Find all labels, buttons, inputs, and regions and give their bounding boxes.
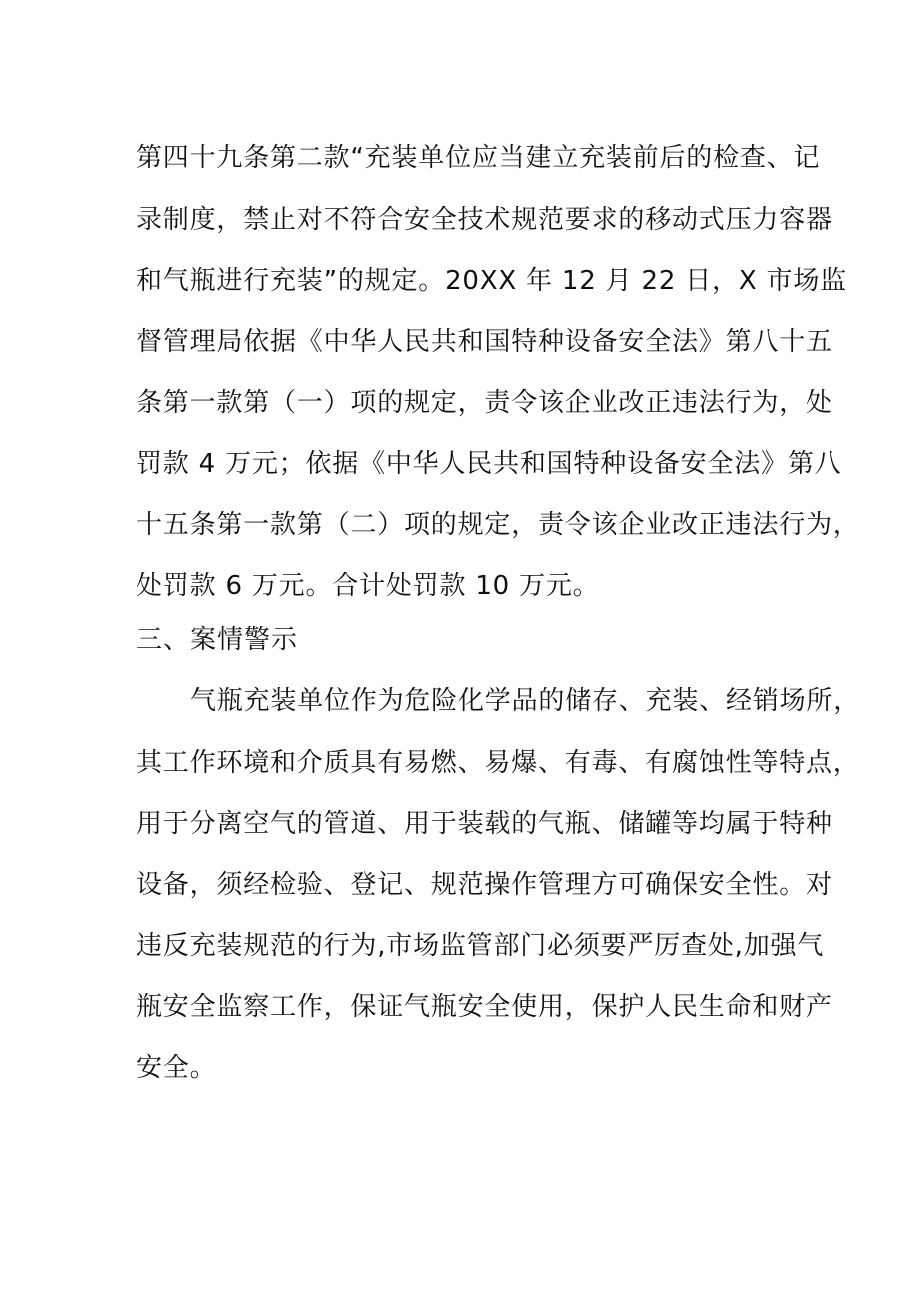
paragraph-line: 瓶安全监察工作，保证气瓶安全使用，保护人民生命和财产 [136,992,833,1022]
paragraph-line: 安全。 [136,1053,217,1083]
paragraph-line: 十五条第一款第（二）项的规定，责令该企业改正违法行为， [136,510,860,540]
paragraph-line: 罚款 4 万元；依据《中华人民共和国特种设备安全法》第八 [136,449,842,479]
paragraph-line: 气瓶充装单位作为危险化学品的储存、充装、经销场所， [190,686,861,716]
section-heading: 三、案情警示 [136,625,299,655]
paragraph-line: 用于分离空气的管道、用于装载的气瓶、储罐等均属于特种 [136,809,833,839]
paragraph-line: 督管理局依据《中华人民共和国特种设备安全法》第八十五 [136,327,833,357]
paragraph-line: 设备，须经检验、登记、规范操作管理方可确保安全性。对 [136,870,833,900]
paragraph-line: 条第一款第（一）项的规定，责令该企业改正违法行为，处 [136,388,833,418]
paragraph-line: 其工作环境和介质具有易燃、易爆、有毒、有腐蚀性等特点， [136,748,860,778]
paragraph-line: 违反充装规范的行为,市场监管部门必须要严厉查处,加强气 [136,931,825,961]
paragraph-line: 处罚款 6 万元。合计处罚款 10 万元。 [136,571,600,601]
paragraph-line: 第四十九条第二款“充装单位应当建立充装前后的检查、记 [136,143,821,173]
paragraph-line: 录制度，禁止对不符合安全技术规范要求的移动式压力容器 [136,205,833,235]
paragraph-line: 和气瓶进行充装”的规定。20XX 年 12 月 22 日，X 市场监 [136,266,847,296]
